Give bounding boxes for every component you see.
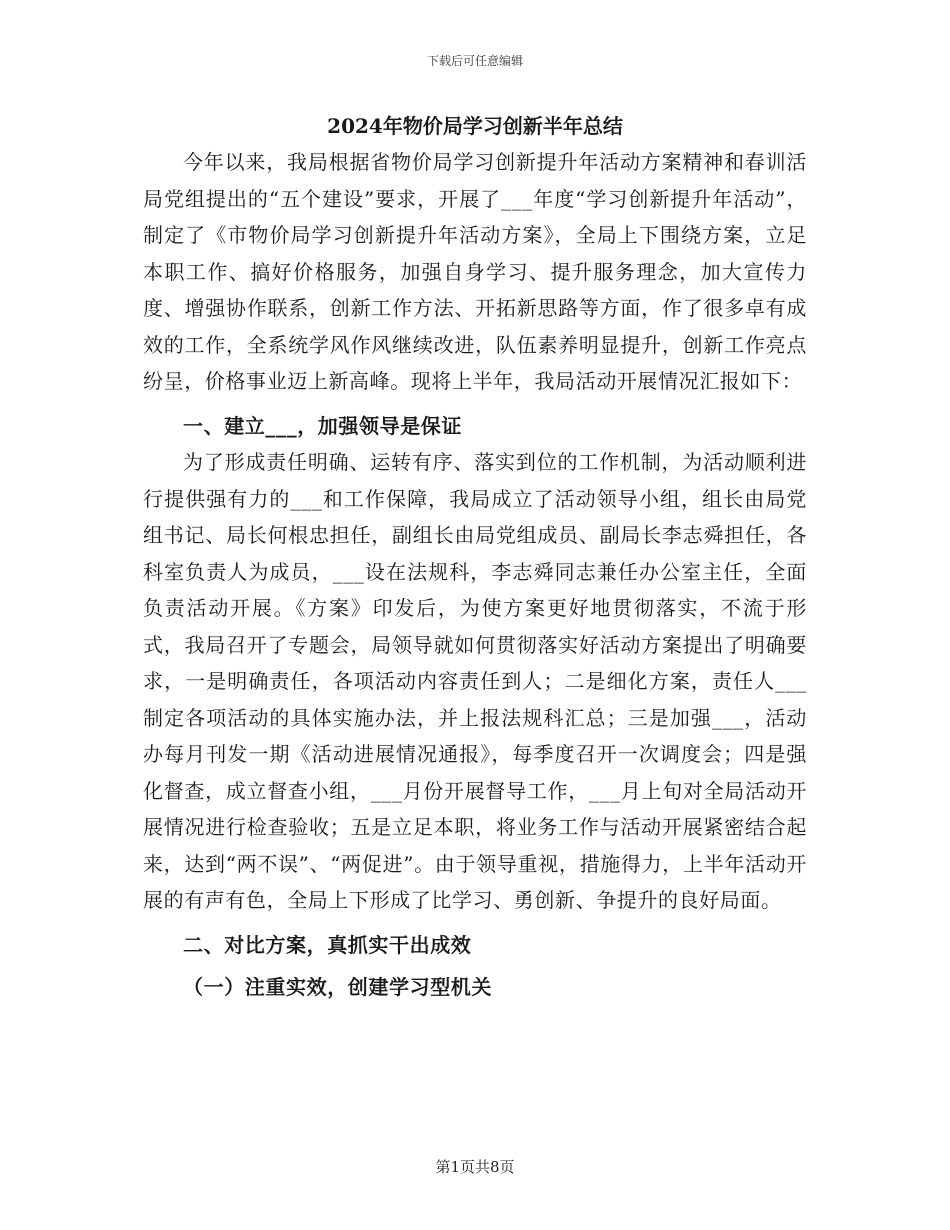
intro-paragraph: 今年以来，我局根据省物价局学习创新提升年活动方案精神和春训活局党组提出的“五个建设”要求，开展了___年度“学习创新提升年活动”，制定了《市物价局学习创新提升年活动方案》，全局上下围绕方案，立足本职工作、搞好价格服务，加强自身学习、提升服务理念，加大宣传力度、增强协作联系，创新工作方法、开拓新思路等方面，作了很多卓有成效的工作，全系统学风作风继续改进，队伍素养明显提升，创新工作亮点纷呈，价格事业迈上新高峰。现将上半年，我局活动开展情况汇报如下： (143, 150, 807, 393)
section-1-paragraph: 为了形成责任明确、运转有序、落实到位的工作机制，为活动顺利进行提供强有力的___和工作保障，我局成立了活动领导小组，组长由局党组书记、局长何根忠担任，副组长由局党组成员、副局长李志舜担任，各科室负责人为成员，___设在法规科，李志舜同志兼任办公室主任，全面负责活动开展。《方案》印发后，为使方案更好地贯彻落实，不流于形式，我局召开了专题会，局领导就如何贯彻落实好活动方案提出了明确要求，一是明确责任，各项活动内容责任到人；二是细化方案，责任人___制定各项活动的具体实施办法，并上报法规科汇总；三是加强___，活动办每月刊发一期《活动进展情况通报》，每季度召开一次调度会；四是强化督查，成立督查小组，___月份开展督导工作，___月上旬对全局活动开展情况进行检查验收；五是立足本职，将业务工作与活动开展紧密结合起来，达到“两不误”、“两促进”。由于领导重视，措施得力，上半年活动开展的有声有色，全局上下形成了比学习、勇创新、争提升的良好局面。 (143, 450, 807, 912)
page-number-footer: 第1页共8页 (435, 1158, 515, 1176)
document-body (143, 144, 807, 1006)
document-title: 2024年物价局学习创新半年总结 (327, 114, 623, 138)
section-2-subheading-1: （一）注重实效，创建学习型机关 (183, 975, 492, 999)
section-1-heading: 一、建立___，加强领导是保证 (183, 413, 462, 438)
header-note: 下载后可任意编辑 (426, 54, 523, 68)
section-2-heading: 二、对比方案，真抓实干出成效 (183, 932, 472, 957)
